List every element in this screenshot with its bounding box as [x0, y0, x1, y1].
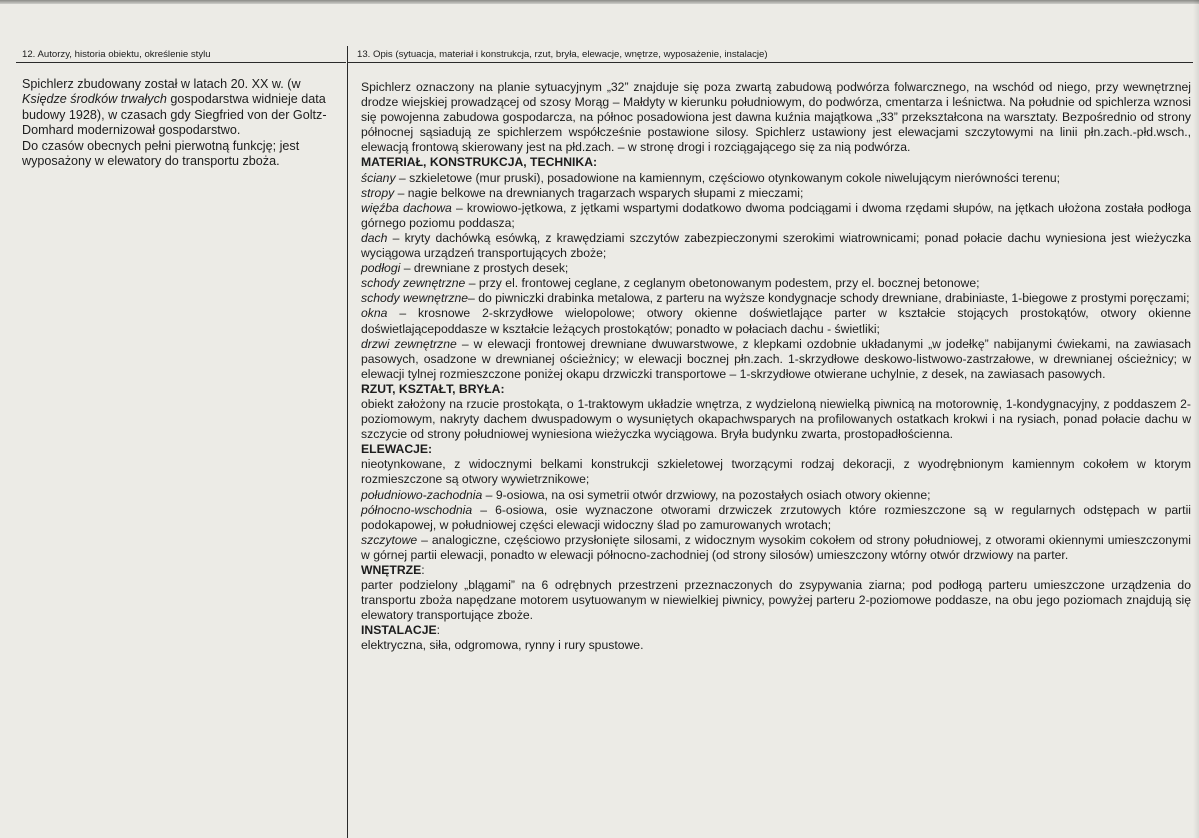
header-underline-left [16, 62, 346, 63]
entry-schody-wewnetrzne: schody wewnętrzne– do piwniczki drabinka metalowa, z parteru na wyższe kondygnacje schody drewniane, drabiniaste, 1-biegowe z prostymi poręczami; [361, 291, 1190, 306]
column-divider [347, 46, 348, 838]
section-heading-instalacje: INSTALACJE: [361, 623, 441, 638]
wnetrze-paragraph: parter podzielony „blągami” na 6 odrębnych przestrzeni przeznaczonych do zsypywania ziarna; pod podłogą parteru umieszczone urządzenia do transportu zboża napędzane motorem usytuowanym w niewielkiej piwnicy, powyżej parteru 2-poziomowe poddasze, na obu jego poziomach znajdują się elewatory transportujące zboże. [361, 578, 1191, 623]
rzut-paragraph: obiekt założony na rzucie prostokąta, o 1-traktowym układzie wnętrza, z wydzieloną niewielką piwnicą na motorownię, 1-kondygnacyjny, z poddaszem 2-poziomowym, nakryty dachem dwuspadowym o wysuniętych okapachwsparych na profilowanych ostatkach krokwi i na rysiach, ponad połacie dachu w szczycie od strony południowej wyniesiona wieżyczka wyciągowa. Bryła budynku zwarta, prostopadłościenna. [361, 396, 1191, 442]
section-heading-elewacje: ELEWACJE: [361, 442, 433, 457]
history-paragraph-2: Do czasów obecnych pełni pierwotną funkcję; jest wyposażony w elewatory do transportu zboża. [22, 138, 300, 169]
instalacje-paragraph: elektryczna, siła, odgromowa, rynny i rury spustowe. [361, 638, 644, 653]
entry-podlogi: podłogi – drewniane z prostych desek; [361, 261, 569, 276]
entry-okna: okna – krosnowe 2-skrzydłowe wielopolowe; otwory okienne doświetlające parter w kształcie stojących prostokątów, otwory okienne doświetlającepoddasze w kształcie leżących prostokątów; ponadto w połaciach dachu - świetliki; [361, 306, 1191, 336]
history-text: gospodarstwa widnieje data budowy 1928), w czasach gdy Siegfried von der Goltz-Domhard modernizował gospodarstwo. [22, 92, 327, 138]
history-paragraph-1 [22, 77, 340, 139]
section-heading-wnetrze: WNĘTRZE: [361, 563, 425, 577]
entry-schody-zewnetrzne: schody zewnętrzne – przy el. frontowej ceglane, z ceglanym obetonowanym podestem, przy el. bocznej betonowe; [361, 276, 980, 291]
entry-elewacje-szczytowe: szczytowe – analogiczne, częściowo przysłonięte silosami, z widocznym wysokim cokołem od strony południowej, z otworami okiennymi umieszczonymi w górnej partii elewacji, ponadto w elewacji północno-zachodniej (od strony silosów) umieszczony wtórny otwór drzwiowy na parter. [361, 532, 1191, 562]
field-12-label: 12. Autorzy, historia obiektu, określenie stylu [22, 49, 211, 60]
history-column [22, 77, 340, 169]
entry-dach: dach – kryty dachówką esówką, z krawędziami szczytów zabezpieczonymi szerokimi wiatrownicami; ponad połacie dachu wyniesiona jest wieżyczka wyciągowa urządzeń transportujących zboże; [361, 230, 1191, 261]
scan-edge-shadow [1193, 0, 1199, 838]
scan-top-edge [0, 0, 1199, 4]
elewacje-paragraph: nieotynkowane, z widocznymi belkami konstrukcji szkieletowej tworzącymi rodzaj dekoracji, z wyodrębnionym kamiennym cokołem w ktorym rozmieszczone są otwory wywietrznikowe; [361, 457, 1191, 487]
entry-sciany: ściany – szkieletowe (mur pruski), posadowione na kamiennym, częściowo otynkowanym cokole niwelującym nierówności terenu; [361, 170, 1061, 185]
header-underline-right [348, 62, 1193, 63]
form-header-row [0, 46, 1199, 63]
section-heading-rzut: RZUT, KSZTAŁT, BRYŁA: [361, 381, 505, 396]
history-book-title: Księdze środków trwałych [22, 92, 167, 107]
situation-paragraph: Spichlerz oznaczony na planie sytuacyjnym „32” znajduje się poza zwartą zabudową podwórza folwarcznego, na wschód od niego, przy wewnętrznej drodze wiejskiej prowadzącej od szosy Morąg – Małdyty w kierunku południowym, do podwórza, cmentarza i leśnictwa. Na południe od spichlerza wznosi się powojenna zabudowa gospodarcza, na północ posadowiona jest dawna kuźnia majątkowa „33” przekształcona na warsztaty. Bezpośrednio od strony północnej sąsiadują ze spichlerzem współcześnie postawione silosy. Spichlerz ustawiony jest elewacjami szczytowymi na linii płn.zach.-płd.wsch., elewacją frontową skierowany jest na płd.zach. – w stronę drogi i rozciągającego się za nią podwórza. [361, 80, 1191, 155]
section-heading-material: MATERIAŁ, KONSTRUKCJA, TECHNIKA: [361, 155, 598, 170]
entry-elewacja-pd-zach: południowo-zachodnia – 9-osiowa, na osi symetrii otwór drzwiowy, na pozostałych osiach otwory okienne; [361, 487, 931, 502]
entry-wiezba: więźba dachowa – krowiowo-jętkowa, z jętkami wspartymi dodatkowo dwoma podciągami i dwoma rzędami słupów, na jętkach ułożona została podłoga górnego poziomu poddasza; [361, 200, 1192, 230]
entry-elewacja-pn-wsch: północno-wschodnia – 6-osiowa, osie wyznaczone otworami drzwiczek zrzutowych które rozmieszczone są w regularnych odstępach w partii podokapowej, w południowej części elewacji widoczny ślad po zamurowanych wrotach; [361, 502, 1191, 532]
entry-drzwi: drzwi zewnętrzne – w elewacji frontowej drewniane dwuwarstwowe, z klepkami ozdobnie układanymi „w jodełkę” nabijanymi ćwiekami, na zawiasach pasowych, osadzone w drewnianej ościeżnicy; w elewacji bocznej płn.zach. 1-skrzydłowe deskowo-listwowo-zastrzałowe, w drewnianej ościeżnicy; w elewacji tylnej rozmieszczone poniżej okapu drzwiczki transportowe – 1-skrzydłowe otwierane uchylnie, z desek, na zawiasach pasowych. [361, 336, 1191, 381]
history-text: Spichlerz zbudowany został w latach 20. XX w. (w [22, 77, 301, 91]
field-13-label: 13. Opis (sytuacja, materiał i konstrukcja, rzut, bryła, elewacje, wnętrze, wyposażenie, instalacje) [357, 49, 768, 60]
description-column [361, 80, 1191, 654]
entry-stropy: stropy – nagie belkowe na drewnianych tragarzach wsparych słupami z mieczami; [361, 185, 804, 200]
